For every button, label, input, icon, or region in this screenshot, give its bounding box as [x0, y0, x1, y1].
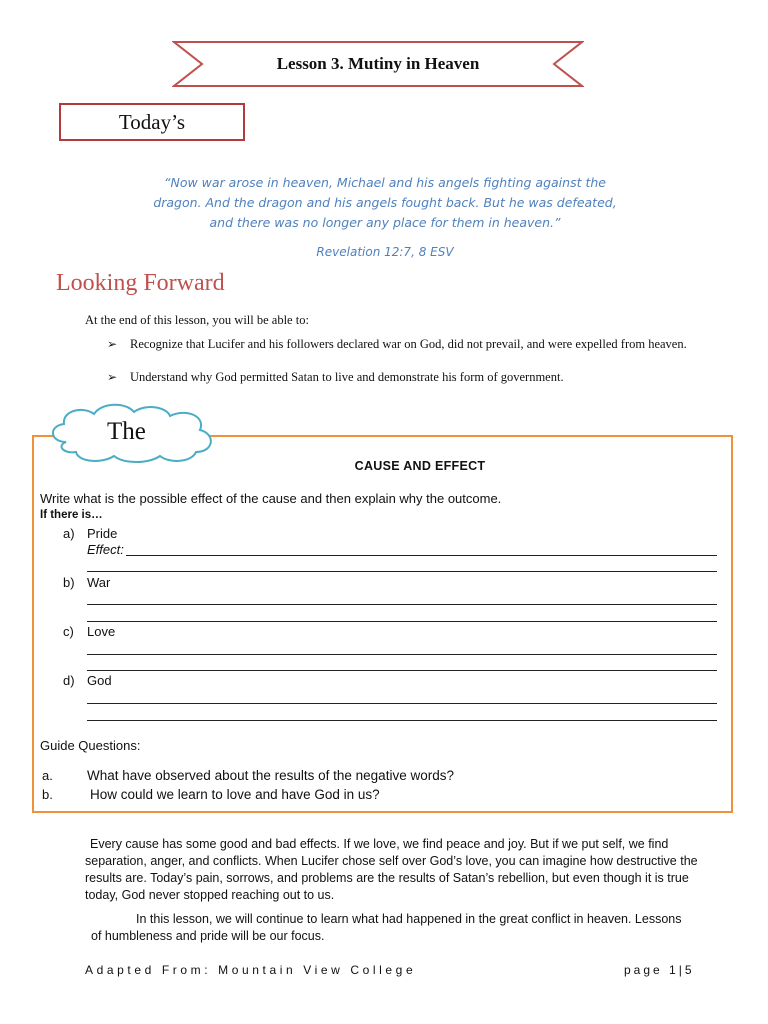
item-word: War: [87, 575, 111, 590]
effect-label: Effect:: [87, 542, 124, 557]
lesson-title: Lesson 3. Mutiny in Heaven: [276, 54, 480, 73]
item-word: Love: [87, 624, 116, 639]
looking-forward-heading: Looking Forward: [56, 270, 225, 296]
guide-question-letter: b.: [42, 787, 53, 802]
guide-question-text: How could we learn to love and have God in us?: [90, 787, 380, 802]
objective-item: [107, 370, 717, 385]
item-letter: a): [63, 526, 75, 541]
guide-questions-heading: Guide Questions:: [40, 738, 141, 753]
item-letter: d): [63, 673, 75, 688]
todays-label: Today’s: [118, 109, 186, 134]
footer-source: Adapted From: Mountain View College: [85, 963, 417, 977]
if-there-is-label: If there is…: [40, 509, 103, 521]
activity-instructions: Write what is the possible effect of the cause and then explain why the outcome.: [40, 491, 502, 506]
answer-line[interactable]: [87, 621, 717, 622]
body-paragraph: In this lesson, we will continue to learn what had happened in the great conflict in heaven. Lessons of humbleness and pride will be our focus.: [91, 912, 682, 943]
answer-line[interactable]: [87, 670, 717, 671]
footer-page-number: page 1|5: [624, 963, 695, 977]
item-word: God: [87, 673, 112, 688]
item-letter: c): [63, 624, 74, 639]
answer-line[interactable]: [87, 703, 717, 704]
scripture-reference: Revelation 12:7, 8 ESV: [316, 245, 454, 259]
answer-line[interactable]: [87, 571, 717, 572]
cloud-label: The: [107, 418, 146, 445]
guide-question-text: What have observed about the results of the negative words?: [87, 768, 454, 783]
item-word: Pride: [87, 526, 118, 541]
activity-title: CAUSE AND EFFECT: [354, 459, 486, 473]
guide-question-letter: a.: [42, 768, 53, 783]
item-letter: b): [63, 575, 75, 590]
objective-text: Understand why God permitted Satan to live and demonstrate his form of government.: [130, 370, 564, 384]
looking-forward-intro: At the end of this lesson, you will be able to:: [85, 313, 309, 327]
answer-line[interactable]: [87, 654, 717, 655]
answer-line[interactable]: [126, 555, 717, 556]
answer-line[interactable]: [87, 720, 717, 721]
todays-box: [59, 103, 245, 141]
body-paragraph: Every cause has some good and bad effects. If we love, we find peace and joy. But if we put self, we find separation, anger, and conflicts. When Lucifer chose self over God’s love, you can imagine how destructive the results are. Today’s pain, sorrows, and problems are the results of Satan’s rebellion, but even though it is true today, God never stopped reaching out to us.: [85, 837, 698, 902]
answer-line[interactable]: [87, 604, 717, 605]
arrowhead-bullet-icon: ➢: [107, 337, 118, 351]
objective-text: Recognize that Lucifer and his followers declared war on God, did not prevail, and were expelled from heaven.: [130, 337, 687, 351]
objective-item: [107, 337, 717, 352]
arrowhead-bullet-icon: ➢: [107, 370, 118, 384]
scripture-quote: “Now war arose in heaven, Michael and his angels fighting against the dragon. And the dragon and his angels fought back. But he was defeated, and there was no longer any place for them in heaven.”: [153, 175, 617, 230]
